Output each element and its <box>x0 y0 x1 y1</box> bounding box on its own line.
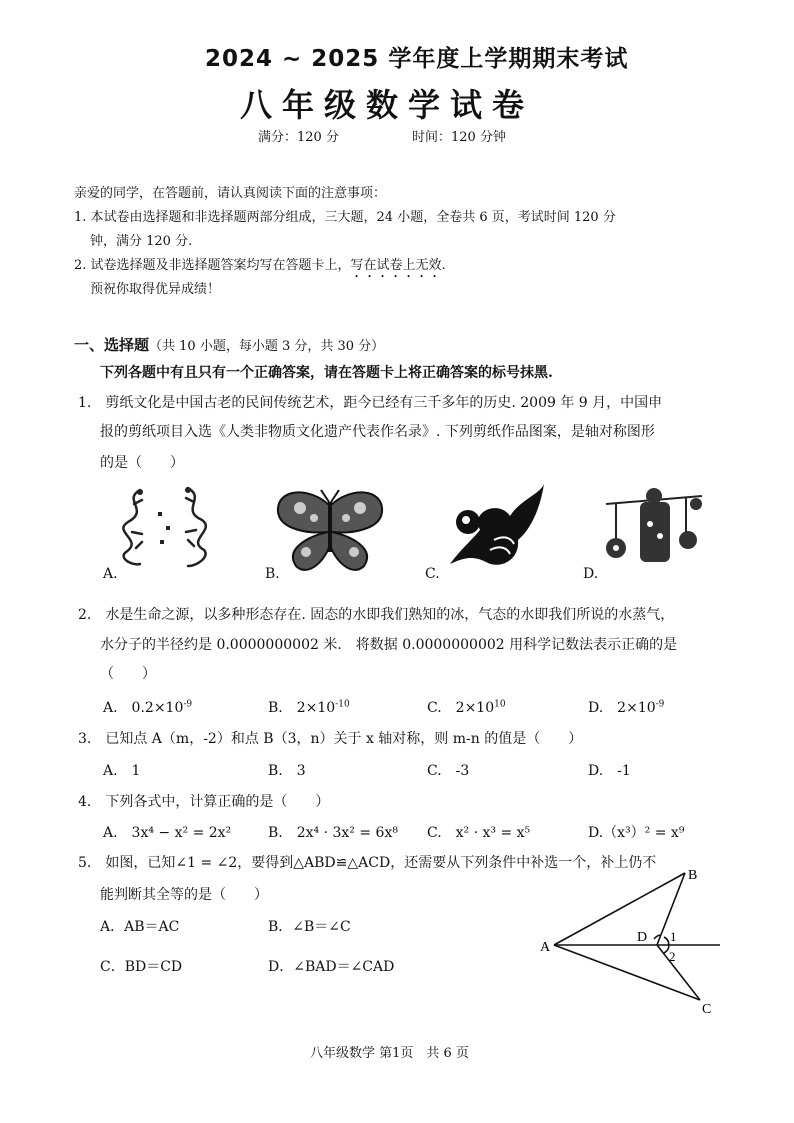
q5-line2: 能判断其全等的是（ ） <box>100 887 268 903</box>
full-score: 满分：120 分 <box>258 130 339 145</box>
notes-item2-end: . <box>441 258 446 273</box>
q1-option-b: B. <box>265 566 280 582</box>
q1-line3: 的是（ ） <box>100 455 184 471</box>
q1-image-figures <box>596 484 712 574</box>
q5-option-d: D．∠BAD＝∠CAD <box>268 959 395 975</box>
q2-option-a-exp: -9 <box>183 699 193 710</box>
q1-image-butterfly <box>270 486 390 576</box>
q2-line1: 2. 水是生命之源，以多种形态存在. 固态的水即我们熟知的冰，气态的水即我们所说的水蒸气， <box>78 607 675 623</box>
q2-option-a <box>103 697 192 717</box>
exam-subtitle: 八年级数学试卷 <box>240 86 535 124</box>
q2-option-d <box>588 697 664 717</box>
q3-option-b: B. 3 <box>268 763 306 779</box>
exam-title: 2024 ~ 2025 学年度上学期期末考试 <box>205 46 629 72</box>
q2-option-c-base: C. 2×10 <box>427 700 495 716</box>
q5-option-a: A．AB＝AC <box>100 919 180 935</box>
q2-option-b <box>268 697 350 717</box>
q3-option-c: C. -3 <box>427 763 470 779</box>
notes-item1-line1: 1. 本试卷由选择题和非选择题两部分组成，三大题，24 小题，全卷共 6 页，考试时间 120 分 <box>74 210 616 225</box>
notes-item2 <box>74 254 446 281</box>
page-footer: 八年级数学 第1页 共 6 页 <box>310 1046 469 1061</box>
section1-instruction: 下列各题中有且只有一个正确答案，请在答题卡上将正确答案的标号抹黑. <box>100 365 553 381</box>
q1-line1: 1. 剪纸文化是中国古老的民间传统艺术，距今已经有三千多年的历史. 2009 年 9 月，中国申 <box>78 395 663 411</box>
q2-option-c <box>427 697 506 717</box>
q4-option-b: B. 2x⁴ · 3x² = 6x⁸ <box>268 825 398 841</box>
q3-option-a: A. 1 <box>103 763 141 779</box>
q2-option-b-base: B. 2×10 <box>268 700 336 716</box>
notes-item2-emphasis: 写在试卷上无效 <box>350 258 442 273</box>
q4-option-c: C. x² · x³ = x⁵ <box>427 825 531 841</box>
q2-option-a-base: A. 0.2×10 <box>103 700 184 716</box>
q3-option-d: D. -1 <box>588 763 631 779</box>
q5-line1: 5. 如图，已知∠1 = ∠2，要得到△ABD≌△ACD，还需要从下列条件中补选一个，补上仍不 <box>78 855 657 871</box>
q5-option-b: B．∠B＝∠C <box>268 919 351 935</box>
q1-image-swallows <box>440 480 550 576</box>
notes-item1-line2: 钟，满分 120 分. <box>90 234 193 249</box>
q5-option-c: C．BD＝CD <box>100 959 183 975</box>
figure-label-b: B <box>688 868 698 883</box>
q2-option-c-exp: 10 <box>494 699 506 710</box>
figure-label-2: 2 <box>669 949 676 964</box>
q2-line3: （ ） <box>100 666 156 682</box>
q4-line1: 4. 下列各式中，计算正确的是（ ） <box>78 794 330 810</box>
exam-time: 时间：120 分钟 <box>412 130 506 145</box>
notes-intro: 亲爱的同学，在答题前，请认真阅读下面的注意事项： <box>74 186 387 201</box>
q2-option-d-exp: -9 <box>655 699 665 710</box>
q1-option-c: C. <box>425 566 440 582</box>
notes-item2-part1: 2. 试卷选择题及非选择题答案均写在答题卡上， <box>74 258 351 273</box>
section1-note: （共 10 小题，每小题 3 分，共 30 分） <box>149 339 385 354</box>
figure-label-a: A <box>540 940 551 955</box>
section1-heading: 一、选择题 <box>74 336 150 354</box>
section1-heading-row <box>74 334 384 355</box>
q3-line1: 3. 已知点 A（m，-2）和点 B（3，n）关于 x 轴对称，则 m-n 的值是（ ） <box>78 731 583 747</box>
figure-label-c: C <box>702 1002 712 1017</box>
q1-option-d: D. <box>583 566 599 582</box>
q2-option-b-exp: -10 <box>335 699 350 710</box>
q1-option-a: A. <box>103 566 118 582</box>
q5-geometry-figure <box>530 855 730 1020</box>
notes-wish: 预祝你取得优异成绩！ <box>90 282 221 297</box>
q2-option-d-base: D. 2×10 <box>588 700 656 716</box>
figure-label-d: D <box>637 930 648 945</box>
q2-line2: 水分子的半径约是 0.0000000002 米. 将数据 0.0000000002 用科学记数法表示正确的是 <box>100 637 678 653</box>
q4-option-a: A. 3x⁴ − x² = 2x² <box>103 825 232 841</box>
q1-line2: 报的剪纸项目入选《人类非物质文化遗产代表作名录》. 下列剪纸作品图案，是轴对称图形 <box>100 424 655 440</box>
q1-image-dragons <box>110 482 220 572</box>
q4-option-d: D.（x³）² = x⁹ <box>588 825 685 841</box>
figure-label-1: 1 <box>670 929 677 944</box>
